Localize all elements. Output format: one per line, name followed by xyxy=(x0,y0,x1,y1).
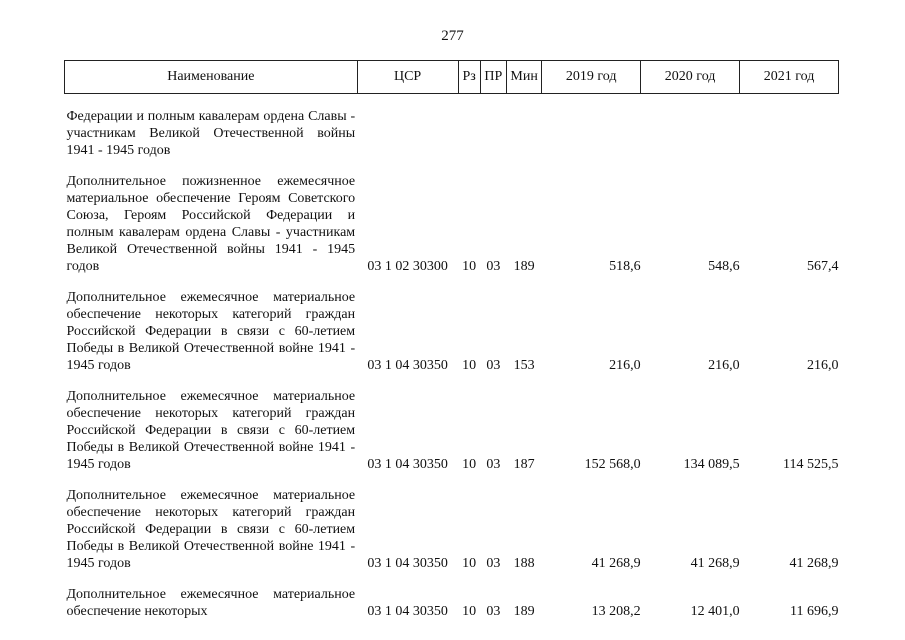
row-min: 189 xyxy=(513,604,535,619)
row-min: 153 xyxy=(513,358,535,373)
row-rz xyxy=(458,108,480,159)
table-row xyxy=(65,388,839,473)
row-csr: 03 1 04 30350 xyxy=(367,457,448,472)
header-csr: ЦСР xyxy=(357,61,458,94)
row-2020: 12 401,0 xyxy=(690,604,740,619)
row-csr xyxy=(357,108,458,159)
table-row xyxy=(65,487,839,572)
header-pr: ПР xyxy=(480,61,506,94)
row-rz: 10 xyxy=(462,457,477,472)
row-2019: 152 568,0 xyxy=(584,457,641,472)
row-min xyxy=(506,108,541,159)
row-pr: 03 xyxy=(486,604,501,619)
row-2019: 13 208,2 xyxy=(591,604,641,619)
row-name: Дополнительное пожизненное ежемесячное материальное обеспечение Героям Советского Союза, Героям Российской Федерации и полным кавалерам ордена Славы - участникам Великой Отечественной войны 1941 - 1945 годов xyxy=(66,174,356,274)
header-2020: 2020 год xyxy=(641,61,740,94)
row-rz: 10 xyxy=(462,358,477,373)
header-min: Мин xyxy=(506,61,541,94)
row-rz: 10 xyxy=(462,259,477,274)
row-rz: 10 xyxy=(462,604,477,619)
row-2020: 548,6 xyxy=(708,259,740,274)
row-min: 188 xyxy=(513,556,535,571)
row-2020: 134 089,5 xyxy=(683,457,740,472)
header-rz: Рз xyxy=(458,61,480,94)
row-csr: 03 1 04 30350 xyxy=(367,358,448,373)
row-2020 xyxy=(641,108,740,159)
header-name: Наименование xyxy=(65,61,358,94)
row-2021: 11 696,9 xyxy=(790,604,839,619)
row-2021: 114 525,5 xyxy=(783,457,839,472)
table-row xyxy=(65,586,839,620)
row-pr: 03 xyxy=(486,556,501,571)
header-2021: 2021 год xyxy=(740,61,839,94)
row-name: Дополнительное ежемесячное материальное обеспечение некоторых категорий граждан Российской Федерации в связи с 60-летием Победы в Великой Отечественной войне 1941 - 1945 годов xyxy=(66,488,356,571)
row-pr: 03 xyxy=(486,259,501,274)
table-row xyxy=(65,289,839,374)
row-pr: 03 xyxy=(486,457,501,472)
row-rz: 10 xyxy=(462,556,477,571)
row-2021: 41 268,9 xyxy=(789,556,839,571)
row-2019: 518,6 xyxy=(609,259,641,274)
row-csr: 03 1 04 30350 xyxy=(367,604,448,619)
row-2019: 41 268,9 xyxy=(591,556,641,571)
row-min: 187 xyxy=(513,457,535,472)
table-header-row xyxy=(65,61,839,94)
page-number: 277 xyxy=(441,28,464,44)
table-row xyxy=(65,108,839,159)
table-row xyxy=(65,173,839,275)
row-name: Федерации и полным кавалерам ордена Славы - участникам Великой Отечественной войны 1941 - 1945 годов xyxy=(66,109,356,158)
row-min: 189 xyxy=(513,259,535,274)
row-csr: 03 1 02 30300 xyxy=(367,259,448,274)
header-2019: 2019 год xyxy=(542,61,641,94)
row-name: Дополнительное ежемесячное материальное обеспечение некоторых категорий граждан Российской Федерации в связи с 60-летием Победы в Великой Отечественной войне 1941 - 1945 годов xyxy=(66,389,356,472)
row-pr: 03 xyxy=(486,358,501,373)
row-pr xyxy=(480,108,506,159)
row-2019: 216,0 xyxy=(609,358,641,373)
row-name: Дополнительное ежемесячное материальное обеспечение некоторых категорий граждан Российской Федерации в связи с 60-летием Победы в Великой Отечественной войне 1941 - 1945 годов xyxy=(66,290,356,373)
row-2021 xyxy=(740,108,839,159)
row-2020: 216,0 xyxy=(708,358,740,373)
budget-table xyxy=(64,60,839,620)
row-name: Дополнительное ежемесячное материальное обеспечение некоторых xyxy=(66,587,356,619)
row-2020: 41 268,9 xyxy=(690,556,740,571)
row-csr: 03 1 04 30350 xyxy=(367,556,448,571)
row-2021: 216,0 xyxy=(807,358,839,373)
row-2021: 567,4 xyxy=(807,259,839,274)
row-2019 xyxy=(542,108,641,159)
